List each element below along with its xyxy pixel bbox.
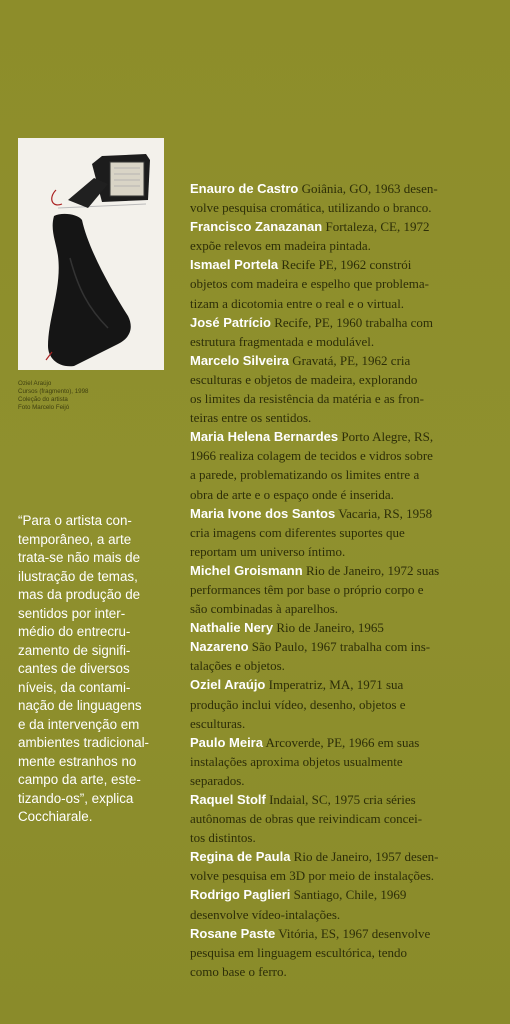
artist-entry-line [190,198,502,217]
artist-entry-line [190,752,502,771]
quote-line: tizando-os”, explica [18,790,134,806]
artist-entry-line [190,733,502,752]
artist-entry-line [190,656,502,675]
artist-name: Marcelo Silveira [190,352,289,368]
artist-entry-line [190,255,502,274]
artist-description: esculturas. [190,715,246,731]
artist-entry-line [190,905,502,924]
artist-description: Recife PE, 1962 constrói [278,257,412,273]
artist-name: Maria Helena Bernardes [190,429,339,445]
artist-description: separados. [190,772,245,788]
quote-line: sentidos por inter- [18,605,126,621]
artist-entry-line [190,446,502,465]
artwork-photo [18,138,164,370]
artist-entry-line [190,599,502,618]
artist-entry-line [190,695,502,714]
pull-quote [18,512,178,827]
artist-entry [190,924,502,981]
artist-entry-line [190,828,502,847]
artist-description: Vacaria, RS, 1958 [335,505,433,521]
quote-line: médio do entrecru- [18,624,131,639]
artist-description: Indaial, SC, 1975 cria séries [265,792,416,807]
artist-entry-line [190,332,502,351]
artist-entry-line [190,408,502,427]
quote-line: temporâneo, a arte [18,531,132,547]
artist-entry-line [190,866,502,885]
artist-entry-line [190,771,502,790]
artist-entry-line [190,847,502,866]
quote-line: campo da arte, este- [18,772,141,787]
artist-entry-line [190,675,502,694]
quote-line: e da intervenção em [18,716,140,732]
artist-entry [190,179,502,217]
artist-description: como base o ferro. [190,963,287,979]
artist-description: obra de arte e o espaço onde é inserida. [190,486,394,502]
quote-line: mente estranhos no [18,753,137,769]
caption-line: Cursos (fragmento), 1998 [18,388,89,395]
artist-entry-line [190,790,502,809]
artist-name: Rosane Paste [190,925,276,941]
artist-description: expõe relevos em madeira pintada. [190,238,371,254]
artist-name: Nathalie Nery [190,620,274,636]
artist-entry-line [190,465,502,484]
artist-name: Oziel Araújo [190,677,266,693]
artist-description: talações e objetos. [190,658,285,674]
artist-name: José Patrício [190,314,271,330]
artist-entry-line [190,885,502,904]
artist-name: Paulo Meira [190,734,263,750]
quote-line: mas da produção de [18,587,141,602]
caption-line: Oziel Araújo [18,380,52,387]
artist-entry [190,217,502,255]
artist-entry-line [190,274,502,293]
quote-line: trata-se não mais de [18,550,141,565]
artist-description: estrutura fragmentada e modulável. [190,333,375,349]
artist-description: Gravatá, PE, 1962 cria [289,352,411,368]
artist-entry-line [190,542,502,561]
artist-entry-line [190,809,502,828]
artist-entry [190,885,502,923]
artist-description: desenvolve vídeo-intalações. [190,906,341,922]
artist-description: Santiago, Chile, 1969 [290,887,407,903]
quote-line: Cocchiarale. [18,809,93,824]
artist-entry [190,427,502,503]
artist-list [190,179,502,981]
photo-caption [18,380,168,412]
artist-entry-line [190,217,502,236]
artist-description: Arcoverde, PE, 1966 em suas [262,734,420,750]
artist-entry-line [190,236,502,255]
artist-name: Regina de Paula [190,849,291,865]
artist-entry-line [190,504,502,523]
artist-entry-line [190,294,502,313]
quote-line: ilustração de temas, [18,568,138,584]
artist-description: Porto Alegre, RS, [338,429,434,445]
artist-description: os limites da resistência da matéria e as fron- [190,391,424,407]
artist-description: são combinadas à aparelhos. [190,601,339,617]
artist-description: esculturas e objetos de madeira, explorando [190,371,418,387]
artist-description: performances têm por base o próprio corpo e [190,581,424,597]
artist-description: reportam um universo íntimo. [190,543,346,559]
artist-description: Rio de Janeiro, 1965 [273,620,384,636]
artist-name: Ismael Portela [190,257,279,273]
artist-description: instalações aproxima objetos usualmente [190,753,403,769]
artist-entry [190,733,502,790]
artist-entry [190,255,502,312]
artist-entry-line [190,618,502,637]
quote-line: zamento de signifi- [18,642,131,658]
caption-line: Foto Marcelo Feijó [18,404,70,411]
artist-description: teiras entre os sentidos. [190,410,312,426]
artist-description: a parede, problematizando os limites entre a [190,467,420,483]
artist-name: Michel Groismann [190,562,303,578]
artist-description: Recife, PE, 1960 trabalha com [270,314,434,330]
artist-entry [190,675,502,732]
artist-description: tos distintos. [190,830,256,846]
artist-name: Raquel Stolf [190,792,266,807]
artist-entry [190,351,502,427]
artist-entry [190,637,502,675]
artist-description: tizam a dicotomia entre o real e o virtual. [190,295,405,311]
artist-description: 1966 realiza colagem de tecidos e vidros sobre [190,448,433,464]
artist-entry-line [190,351,502,370]
artist-entry [190,561,502,618]
artist-entry-line [190,962,502,981]
artist-entry-line [190,523,502,542]
artist-entry-line [190,179,502,198]
artist-entry-line [190,943,502,962]
artist-description: Goiânia, GO, 1963 desen- [298,181,438,196]
artist-entry [190,313,502,351]
artist-entry-line [190,389,502,408]
artist-name: Enauro de Castro [190,181,299,196]
artist-entry [190,504,502,561]
artist-name: Rodrigo Paglieri [190,887,291,903]
artist-name: Francisco Zanazanan [190,219,323,235]
artist-entry [190,847,502,885]
artist-description: autônomas de obras que reivindicam concei- [190,811,423,827]
quote-line: “Para o artista con- [18,513,132,528]
artist-entry-line [190,313,502,332]
artist-description: São Paulo, 1967 trabalha com ins- [248,639,431,655]
artist-entry-line [190,427,502,446]
artist-description: cria imagens com diferentes suportes que [190,524,405,540]
artist-entry-line [190,714,502,733]
artist-entry-line [190,580,502,599]
artist-description: Rio de Janeiro, 1972 suas [302,562,440,578]
artist-description: Rio de Janeiro, 1957 desen- [290,849,439,865]
quote-line: cantes de diversos [18,661,130,676]
quote-line: níveis, da contami- [18,679,131,695]
quote-line: ambientes tradicional- [18,735,149,750]
artist-entry [190,618,502,637]
artist-description: volve pesquisa cromática, utilizando o branco. [190,200,432,216]
artist-entry-line [190,637,502,656]
artist-name: Nazareno [190,639,249,655]
artist-description: objetos com madeira e espelho que problema- [190,276,429,292]
artist-description: Fortaleza, CE, 1972 [322,219,430,235]
artist-entry-line [190,370,502,389]
artist-description: Vitória, ES, 1967 desenvolve [275,925,431,941]
artist-description: Imperatriz, MA, 1971 sua [265,677,404,693]
artist-description: pesquisa em linguagem escultórica, tendo [190,944,407,960]
caption-line: Coleção do artista [18,396,68,403]
quote-line: nação de linguagens [18,698,142,713]
artist-entry-line [190,561,502,580]
artist-description: volve pesquisa em 3D por meio de instalações. [190,868,435,884]
artist-name: Maria Ivone dos Santos [190,505,336,521]
artist-entry-line [190,485,502,504]
artist-description: produção inclui vídeo, desenho, objetos e [190,696,406,712]
artist-entry-line [190,924,502,943]
sculpture-photo-icon [18,138,164,370]
artist-entry [190,790,502,847]
